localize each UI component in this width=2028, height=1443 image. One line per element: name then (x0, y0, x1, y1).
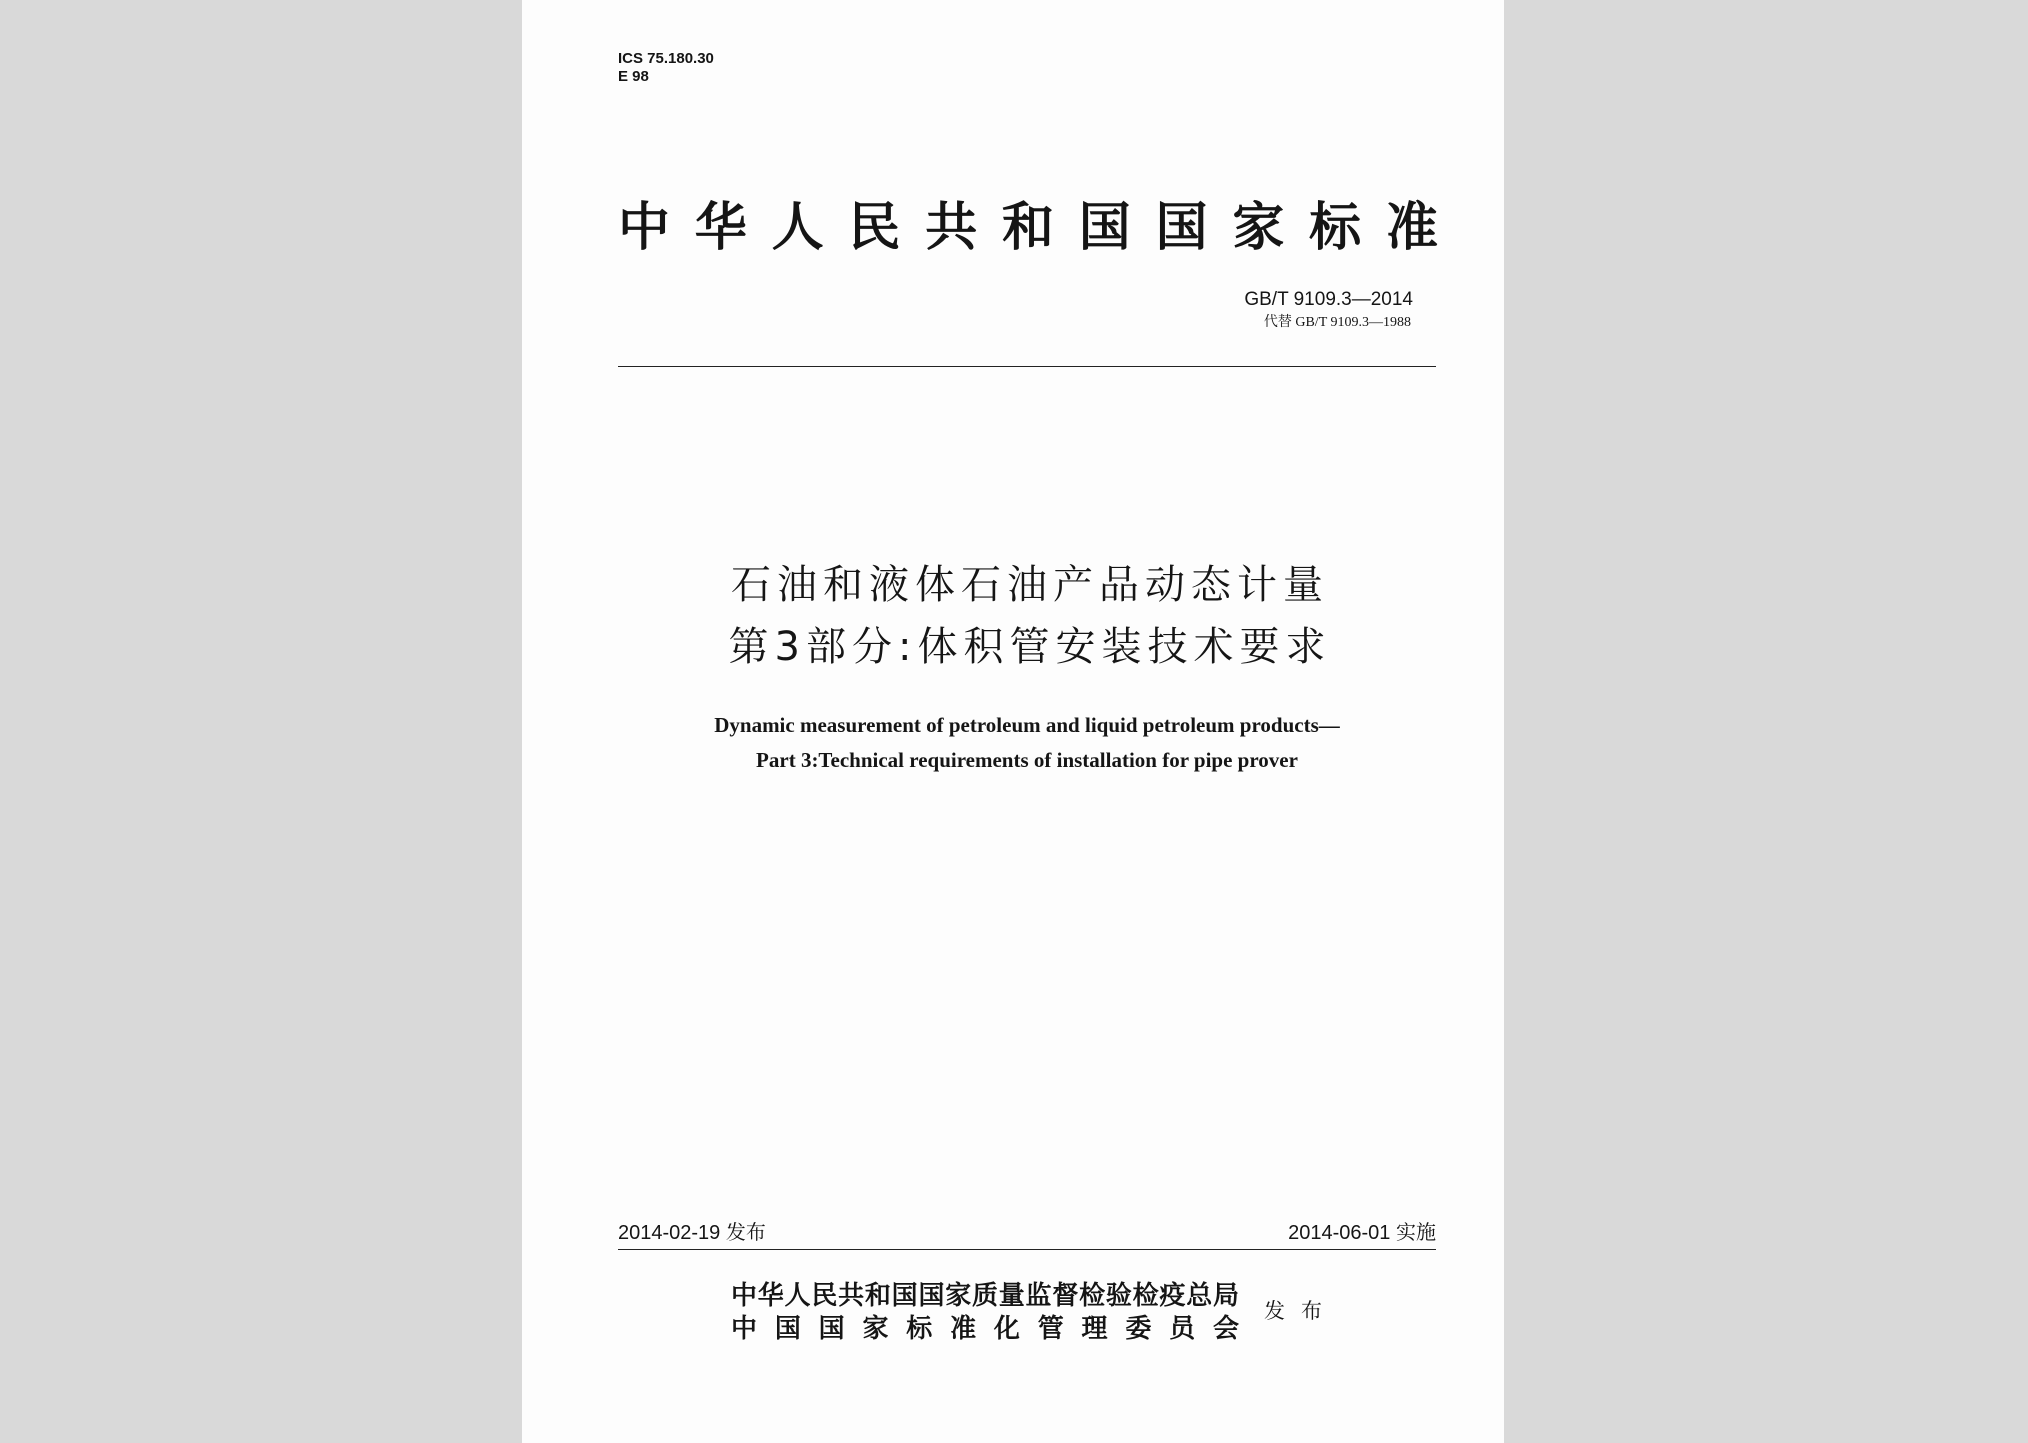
issue-action-label: 发布 (1264, 1299, 1338, 1323)
replaced-standard: 代替 GB/T 9109.3—1988 (1263, 315, 1411, 330)
footer-divider (618, 1249, 1436, 1250)
chinese-title-line-2: 第3部分:体积管安装技术要求 (728, 624, 1332, 670)
ics-code: ICS 75.180.30 (618, 50, 714, 67)
header-divider (618, 366, 1436, 367)
implementation-date: 2014-06-01 实施 (1288, 1222, 1436, 1244)
ccs-code: E 98 (618, 68, 649, 85)
english-title-line-1: Dynamic measurement of petroleum and liquid petroleum products— (714, 713, 1340, 737)
document-page (522, 0, 1504, 1443)
standard-number: GB/T 9109.3—2014 (1244, 289, 1413, 310)
standard-type-title: 中华人民共和国国家标准 (618, 197, 1438, 258)
chinese-title-line-1: 石油和液体石油产品动态计量 (731, 562, 1329, 608)
issue-date: 2014-02-19 发布 (618, 1222, 766, 1244)
date-row (618, 1220, 1436, 1246)
english-title-line-2: Part 3:Technical requirements of installation for pipe prover (756, 748, 1298, 772)
issuer-line-2: 中国国家标准化管理委员会 (731, 1314, 1239, 1344)
issuer-line-1: 中华人民共和国国家质量监督检验检疫总局 (731, 1281, 1239, 1311)
